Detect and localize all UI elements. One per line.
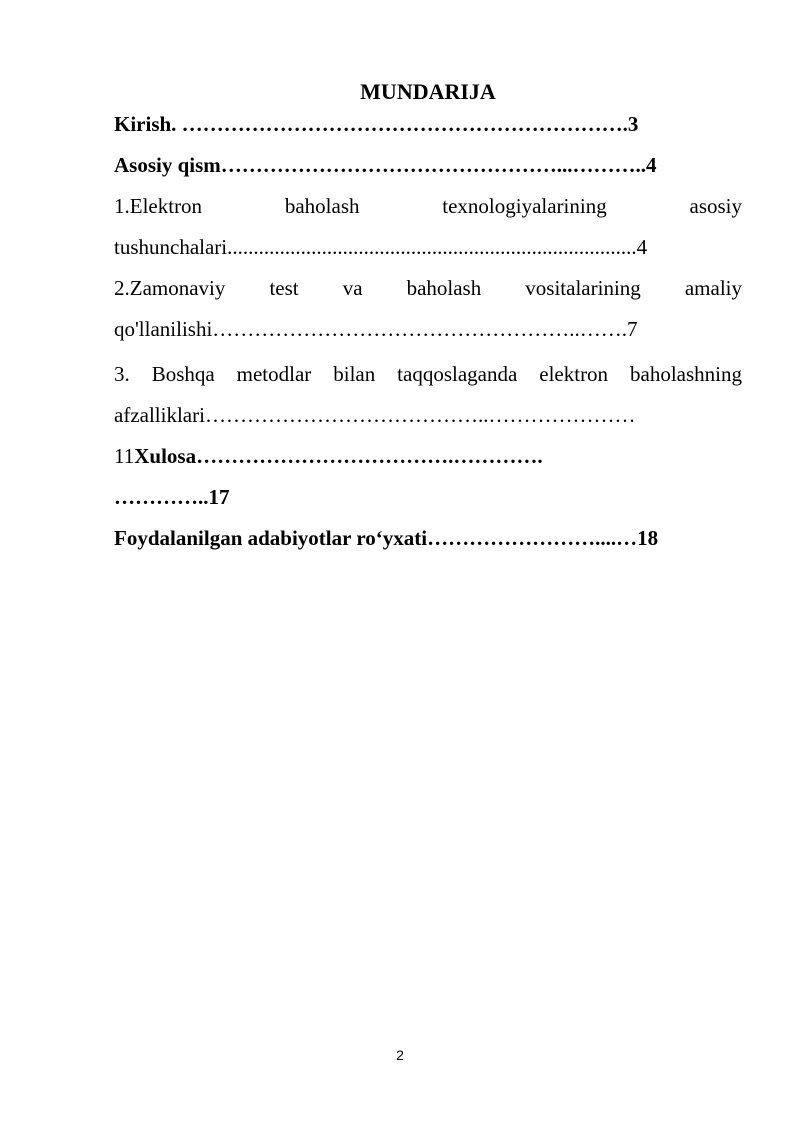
xulosa-page-prefix: 11 (114, 444, 135, 468)
toc-entry-2-line-2: qo'llanilishi……………………………………………..…….7 (114, 317, 638, 341)
toc-entry-2-line-1: 2.Zamonaviy test va baholash vositalarining amaliy (114, 276, 742, 300)
toc-title: MUNDARIJA (360, 79, 496, 104)
toc-entry-1-line-1: 1.Elektron baholash texnologiyalarining asosiy (114, 194, 742, 218)
table-of-contents (114, 78, 742, 559)
toc-entry-xulosa-line-1 (114, 436, 742, 477)
toc-entry-asosiy-qism: Asosiy qism…………………………………………...………..4 (114, 153, 657, 177)
toc-entry-1-line-2: tushunchalari..............................................................................4 (114, 235, 648, 259)
toc-entry-foydalanilgan-adabiyotlar: Foydalanilgan adabiyotlar ro‘yxati……………………....…18 (114, 526, 659, 550)
page-number: 2 (396, 1047, 404, 1063)
xulosa-label: Xulosa……………………………….…………. (134, 444, 543, 468)
toc-entry-3-line-2: afzalliklari…………………………………..………………… (114, 403, 636, 427)
toc-entry-xulosa-line-2: …………..17 (114, 485, 230, 509)
toc-entry-3-line-1: 3. Boshqa metodlar bilan taqqoslaganda elektron baholashning (114, 362, 742, 386)
toc-entry-kirish: Kirish. ……………………………………………………….3 (114, 112, 639, 136)
